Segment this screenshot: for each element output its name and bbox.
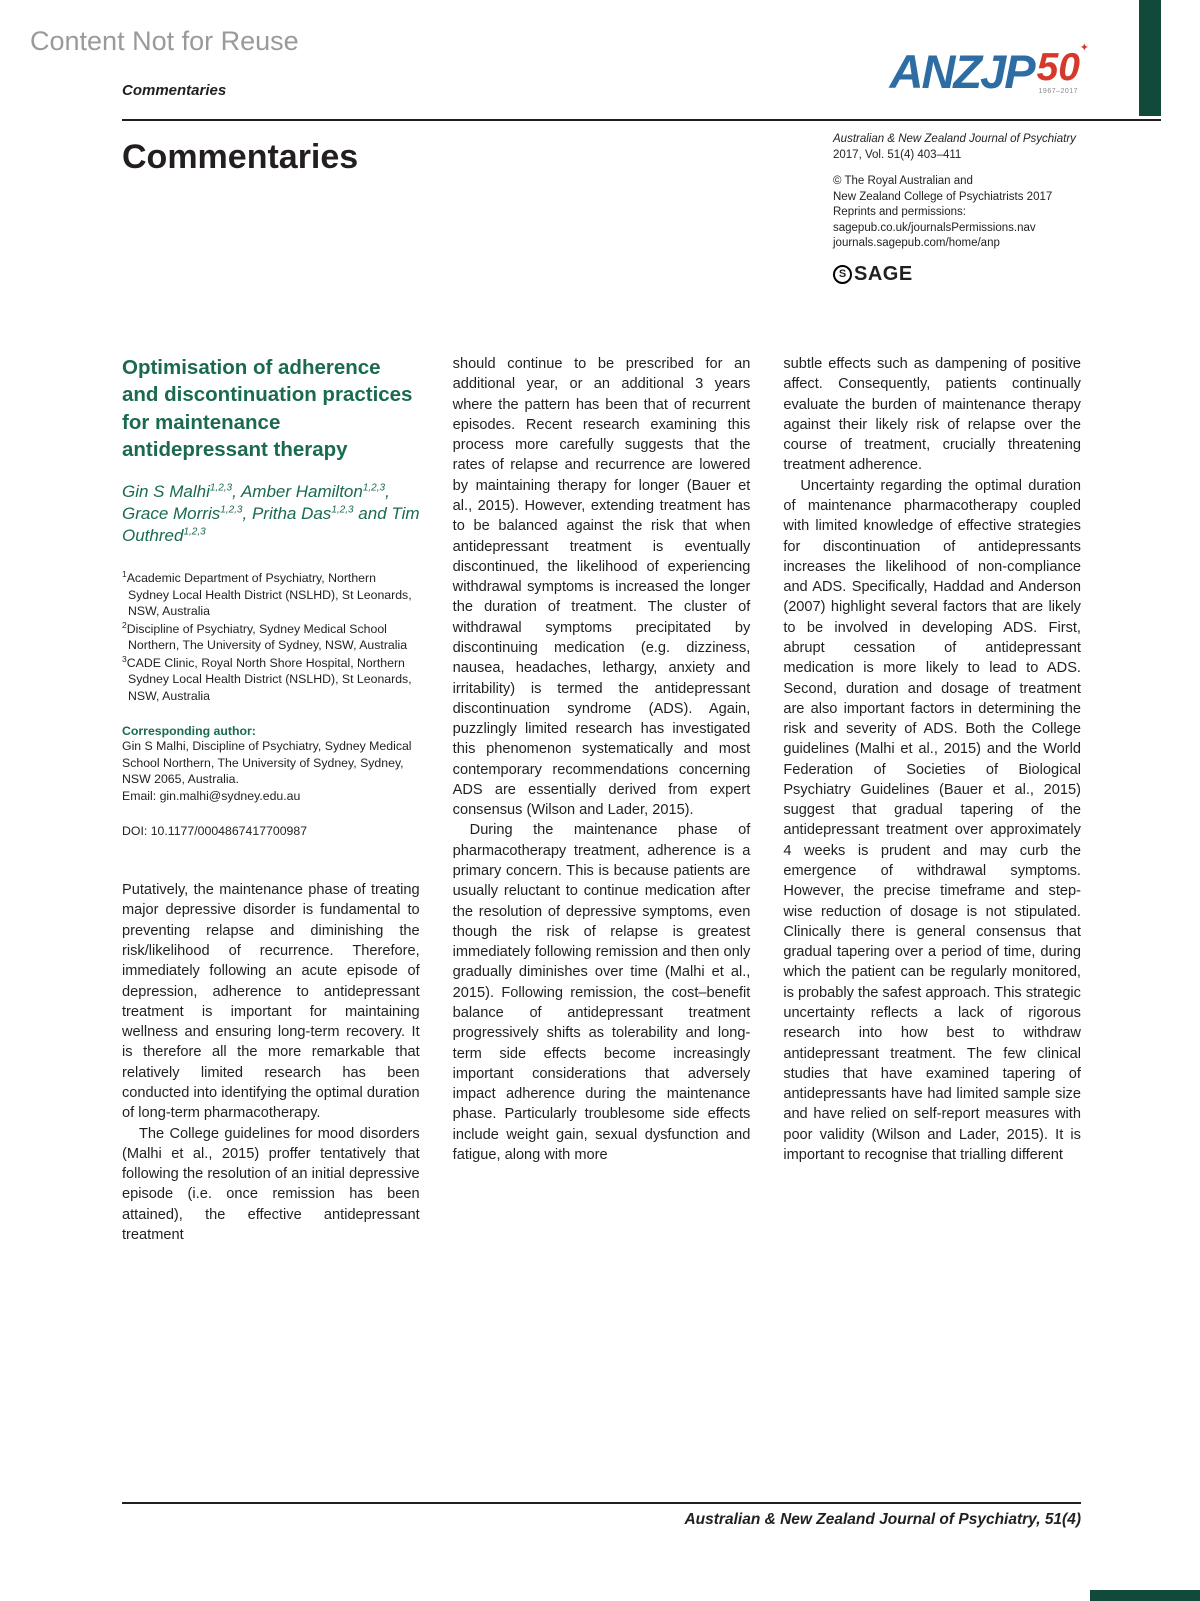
column-3 [783,354,1081,1245]
body-paragraph: should continue to be prescribed for an additional year, or an additional 3 years where the pattern has been that of recurrent episodes. Recent research examining this process more carefully suggests that the rates of relapse and recurrence are lowered by maintaining therapy for longer (Bauer et al., 2015). However, extending treatment has to be balanced against the risk that when antidepressant treatment is eventually discontinued, the likelihood of experiencing withdrawal symptoms is increased the longer the duration of treatment. The cluster of withdrawal symptoms precipitated by discontinuing medication (e.g. dizziness, nausea, headaches, lethargy, anxiety and irritability) is termed the antidepressant discontinuation syndrome (ADS). Again, puzzlingly limited research has investigated this phenomenon systematically and most contemporary recommendations concerning ADS are essentially derived from expert consensus (Wilson and Lader, 2015). [452,356,751,819]
author-name: Grace Morris$^{1,2,3}$ [122,504,243,524]
body-paragraph: During the maintenance phase of pharmacotherapy treatment, adherence is a primary concern. This is because patients are usually reluctant to continue medication after the resolution of depressive symptoms, even though the risk of relapse is greatest immediately following remission and then only gradually diminishes over time (Malhi et al., 2015). Following remission, the cost–benefit balance of antidepressant treatment progressively shifts as tolerability and long-term side effects become increasingly important considerations that adversely impact adherence during the maintenance phase. Particularly troublesome side effects include weight gain, sexual dysfunction and fatigue, along with more [452,822,751,1163]
article-title: Optimisation of adherence and discontinuation practices for maintenance antidepressant therapy [122,356,413,461]
journal-home-link[interactable]: journals.sagepub.com/home/anp [833,237,1000,250]
journal-volume: 2017, Vol. 51(4) 403–411 [833,148,962,161]
header-accent-bar [1139,0,1161,116]
corresponding-email-line [122,788,420,804]
corresponding-author-text: Gin S Malhi, Discipline of Psychiatry, Sydney Medical School Northern, The University of Sydney, Sydney, NSW 2065, Australia. [122,739,412,787]
affiliation-list [122,569,420,704]
author-list: Gin S Malhi$^{1,2,3}$, Amber Hamilton$^{1,2,3}$, Grace Morris$^{1,2,3}$, Pritha Das$^{1,2,3}$ and Tim Outhred$^{1,2,3}$ [122,482,420,546]
copyright-line-1: © The Royal Australian and [833,175,973,188]
section-label: Commentaries [122,82,227,99]
anniversary-years: 1967–2017 [1038,88,1079,95]
page-footer [122,1502,1081,1529]
reprints-label: Reprints and permissions: [833,206,966,219]
body-paragraph: The College guidelines for mood disorders (Malhi et al., 2015) proffer tentatively that following the resolution of an initial depressive episode (i.e. once remission has been attained), the effective antidepressant treatment [122,1125,420,1243]
body-paragraph: Putatively, the maintenance phase of treating major depressive disorder is fundamental to preventing relapse and diminishing the risk/likelihood of recurrence. Therefore, immediately following an acute episode of depression, adherence to antidepressant treatment is important for maintaining wellness and ensuring long-term recovery. It is therefore all the more remarkable that relatively limited research has been conducted into identifying the optimal duration of long-term pharmacotherapy. [122,882,420,1122]
column-1 [122,354,420,1245]
article-body [122,354,1081,1245]
sage-logo [833,261,1103,288]
author-name: Tim Outhred$^{1,2,3}$ [122,504,420,546]
body-paragraph: Uncertainty regarding the optimal duration of maintenance pharmacotherapy coupled with limited knowledge of effective strategies for discontinuation of antidepressants increases the likelihood of non-compliance and ADS. Specifically, Haddad and Anderson (2007) highlight several factors that are likely to be involved in developing ADS. First, abrupt cessation of antidepressant medication is more likely to lead to ADS. Second, duration and dosage of treatment are also important factors in determining the risk and severity of ADS. Both the College guidelines (Malhi et al., 2015) and the World Federation of Societies of Biological Psychiatry Guidelines (Bauer et al., 2015) suggest that gradual tapering of the antidepressant treatment over approximately 4 weeks is prudent and may curb the emergence of withdrawal symptoms. However, the precise timeframe and step-wise reduction of dosage is not stipulated. Clinically there is general consensus that gradual tapering over a period of time, during which the patient can be regularly monitored, is probably the safest approach. This strategic uncertainty reflects a lack of rigorous research into how best to withdraw antidepressant treatment. The few clinical studies that have examined tapering of antidepressants have had limited sample size and have relied on self-report measures with poor validity (Wilson and Lader, 2015). It is important to recognise that trialling different [783,477,1081,1163]
watermark-text: Content Not for Reuse [30,26,299,56]
author-name: Pritha Das$^{1,2,3}$ [251,504,354,524]
column-2 [453,354,751,1245]
journal-info-block [833,132,1103,288]
journal-name: Australian & New Zealand Journal of Psychiatry [833,133,1076,145]
anzjp-logo-text: ANZJP [889,45,1034,98]
body-paragraph: subtle effects such as dampening of positive affect. Consequently, patients continually evaluate the burden of maintenance therapy against their likely risk of relapse over the course of treatment, crucially threatening treatment adherence. [783,356,1081,474]
author-name: Amber Hamilton$^{1,2,3}$ [240,482,386,501]
email-label: Email: [122,788,160,803]
header-divider [122,119,1161,121]
starburst-icon: ✦ [1079,42,1089,54]
sage-logo-text: SAGE [854,262,913,285]
footer-accent-bar [1090,1590,1200,1601]
anniversary-number: 50 [1036,46,1080,89]
anzjp-logo [889,42,1089,98]
corresponding-author-heading: Corresponding author: [122,724,256,739]
author-name: Gin S Malhi$^{1,2,3}$ [122,482,233,501]
page-title: Commentaries [122,138,359,176]
affiliation: $^3$CADE Clinic, Royal North Shore Hospital, Northern Sydney Local Health District (NSLHD), St Leonards, NSW, Australia [122,653,412,703]
affiliation: $^2$Discipline of Psychiatry, Sydney Medical School Northern, The University of Sydney, NSW, Australia [122,619,408,653]
anniversary-badge [1036,42,1089,95]
column-1-paragraphs [122,880,420,1245]
affiliation: $^1$Academic Department of Psychiatry, Northern Sydney Local Health District (NSLHD), St Leonards, NSW, Australia [122,569,412,619]
copyright-line-2: New Zealand College of Psychiatrists 2017 [833,190,1053,203]
running-footer: Australian & New Zealand Journal of Psychiatry, 51(4) [684,1511,1081,1528]
doi: DOI: 10.1177/0004867417700987 [122,824,308,839]
permissions-link[interactable]: sagepub.co.uk/journalsPermissions.nav [833,221,1036,234]
sage-circle-s-icon: S [833,265,852,284]
email-link[interactable]: gin.malhi@sydney.edu.au [159,788,301,803]
